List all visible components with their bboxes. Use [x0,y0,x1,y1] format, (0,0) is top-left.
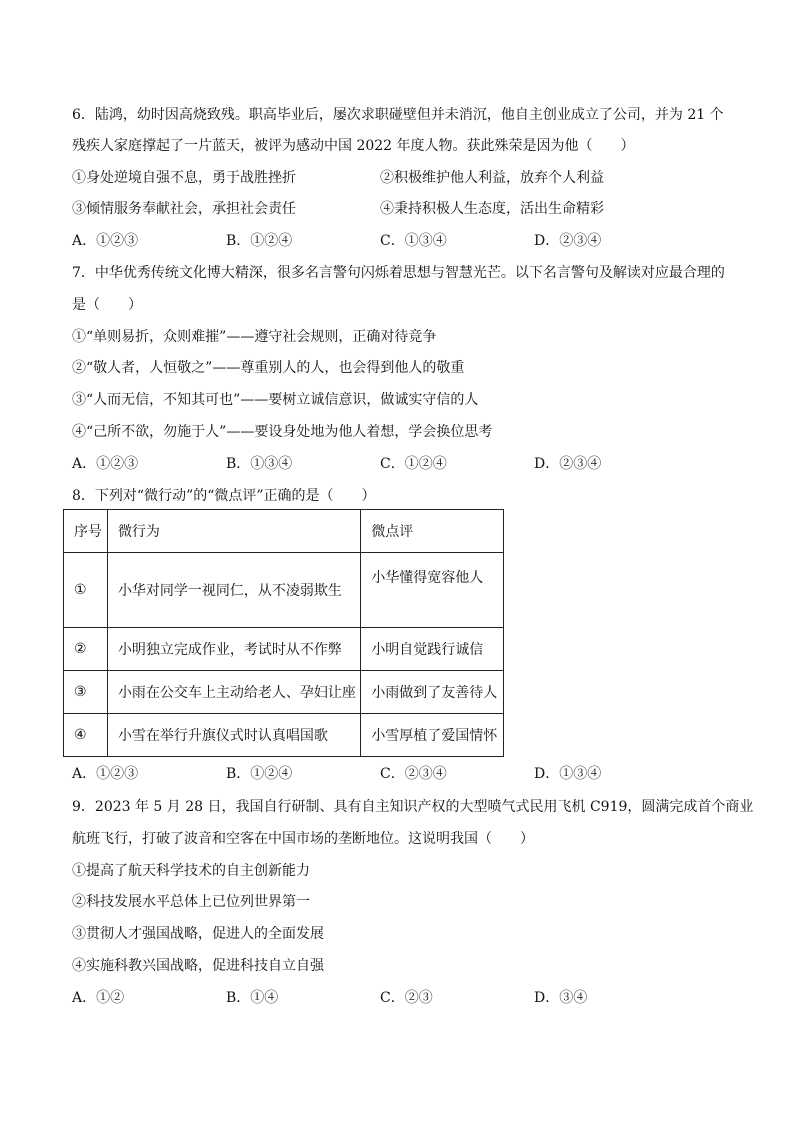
q7-option-d: D．②③④ [534,456,602,472]
q6-option-d: D．②③④ [534,233,602,249]
q9-stem-line2: 航班飞行，打破了波音和空客在中国市场的垄断地位。这说明我国（ ） [72,831,534,847]
table-header-cell: 微点评 [361,510,504,553]
table-cell: 小明自觉践行诚信 [361,628,504,671]
q9-item-2: ②科技发展水平总体上已位列世界第一 [72,894,310,910]
q9-item-1: ①提高了航天科学技术的自主创新能力 [72,863,310,879]
q8-stem: 8．下列对“微行动”的“微点评”正确的是（ ） [72,488,376,504]
table-header-row [64,510,504,553]
q8-option-d: D．①③④ [534,766,602,782]
table-row [64,553,504,628]
table-header-cell: 微行为 [107,510,360,553]
q6-item-4: ④秉持积极人生态度，活出生命精彩 [380,201,604,217]
table-row [64,628,504,671]
q9-option-b: B．①④ [226,990,279,1006]
table-cell: 小明独立完成作业，考试时从不作弊 [107,628,360,671]
q6-option-b: B．①②④ [226,233,293,249]
q8-table [63,509,504,757]
table-cell: ④ [64,714,108,757]
q7-item-3: ③“人而无信，不知其可也”——要树立诚信意识，做诚实守信的人 [72,392,479,408]
q9-item-3: ③贯彻人才强国战略，促进人的全面发展 [72,926,324,942]
table-header-cell: 序号 [64,510,108,553]
q9-item-4: ④实施科教兴国战略，促进科技自立自强 [72,958,324,974]
q9-option-c: C．②③ [380,990,433,1006]
q9-option-a: A．①② [72,990,125,1006]
q7-stem-line2: 是（ ） [72,297,142,313]
q7-option-a: A．①②③ [72,456,139,472]
q6-stem-line1: 6．陆鸿，幼时因高烧致残。职高毕业后，屡次求职碰壁但并未消沉，他自主创业成立了公司，并为 21 个 [72,107,724,123]
q7-option-c: C．①②④ [380,456,447,472]
q8-option-a: A．①②③ [72,766,139,782]
table-cell: ② [64,628,108,671]
table-cell: 小华懂得宽容他人 [361,553,504,628]
q7-stem-line1: 7．中华优秀传统文化博大精深，很多名言警句闪烁着思想与智慧光芒。以下名言警句及解读对应最合理的 [72,265,725,281]
q8-option-b: B．①②④ [226,766,293,782]
q7-item-2: ②“敬人者，人恒敬之”——尊重别人的人，也会得到他人的敬重 [72,360,465,376]
table-cell: 小雨做到了友善待人 [361,671,504,714]
table-cell: ① [64,553,108,628]
table-row [64,671,504,714]
q7-item-4: ④“己所不欲，勿施于人”——要设身处地为他人着想，学会换位思考 [72,424,493,440]
table-cell: 小雪厚植了爱国情怀 [361,714,504,757]
q7-item-1: ①“单则易折，众则难摧”——遵守社会规则，正确对待竞争 [72,329,437,345]
q6-stem-line2: 残疾人家庭撑起了一片蓝天，被评为感动中国 2022 年度人物。获此殊荣是因为他（ ） [72,138,635,154]
q6-item-3: ③倾情服务奉献社会，承担社会责任 [72,201,296,217]
table-cell: 小雨在公交车上主动给老人、孕妇让座 [107,671,360,714]
table-cell: 小华对同学一视同仁，从不凌弱欺生 [107,553,360,628]
q9-option-d: D．③④ [534,990,588,1006]
q6-item-1: ①身处逆境自强不息，勇于战胜挫折 [72,170,296,186]
q9-stem-line1: 9．2023 年 5 月 28 日，我国自行研制、具有自主知识产权的大型喷气式民用飞机 C919，圆满完成首个商业 [72,799,754,815]
q6-option-c: C．①③④ [380,233,447,249]
q7-option-b: B．①③④ [226,456,293,472]
q6-option-a: A．①②③ [72,233,139,249]
table-row [64,714,504,757]
q6-item-2: ②积极维护他人利益，放弃个人利益 [380,170,604,186]
q8-option-c: C．②③④ [380,766,447,782]
table-cell: ③ [64,671,108,714]
table-cell: 小雪在举行升旗仪式时认真唱国歌 [107,714,360,757]
